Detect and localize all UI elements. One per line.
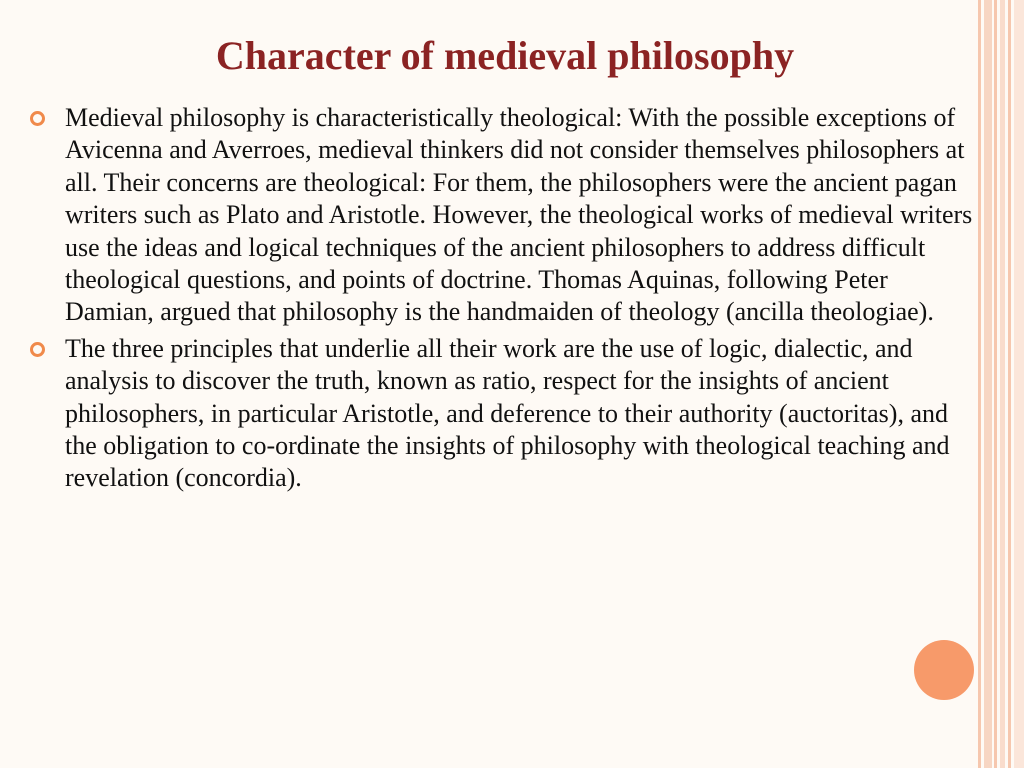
decorative-stripe [1008,0,1011,768]
decorative-stripe [984,0,992,768]
bullet-text: Medieval philosophy is characteristically theological: With the possible exceptions of Avicenna and Averroes, medieval thinkers did not consider themselves philosophers at all. Their concerns are theological: For them, the philosophers were the ancient pagan writers such as Plato and Aristotle. However, the theological works of medieval writers use the ideas and logical techniques of the ancient philosophers to address difficult theological questions, and points of doctrine. Thomas Aquinas, following Peter Damian, argued that philosophy is the handmaiden of theology (ancilla theologiae). [65,103,973,327]
decorative-stripe [1000,0,1005,768]
circle-bullet-icon [30,342,45,357]
decorative-stripe [1014,0,1024,768]
decorative-stripe [994,0,997,768]
bullet-item [30,333,980,495]
circle-bullet-icon [30,111,45,126]
decorative-circle-icon [914,640,974,700]
slide-title: Character of medieval philosophy [215,33,795,78]
bullet-text: The three principles that underlie all their work are the use of logic, dialectic, and analysis to discover the truth, known as ratio, respect for the insights of ancient philosophers, in particular Aristotle, and deference to their authority (auctoritas), and the obligation to co-ordinate the insights of philosophy with theological teaching and revelation (concordia). [65,333,950,493]
bullet-list [30,102,980,499]
bullet-item [30,102,980,329]
